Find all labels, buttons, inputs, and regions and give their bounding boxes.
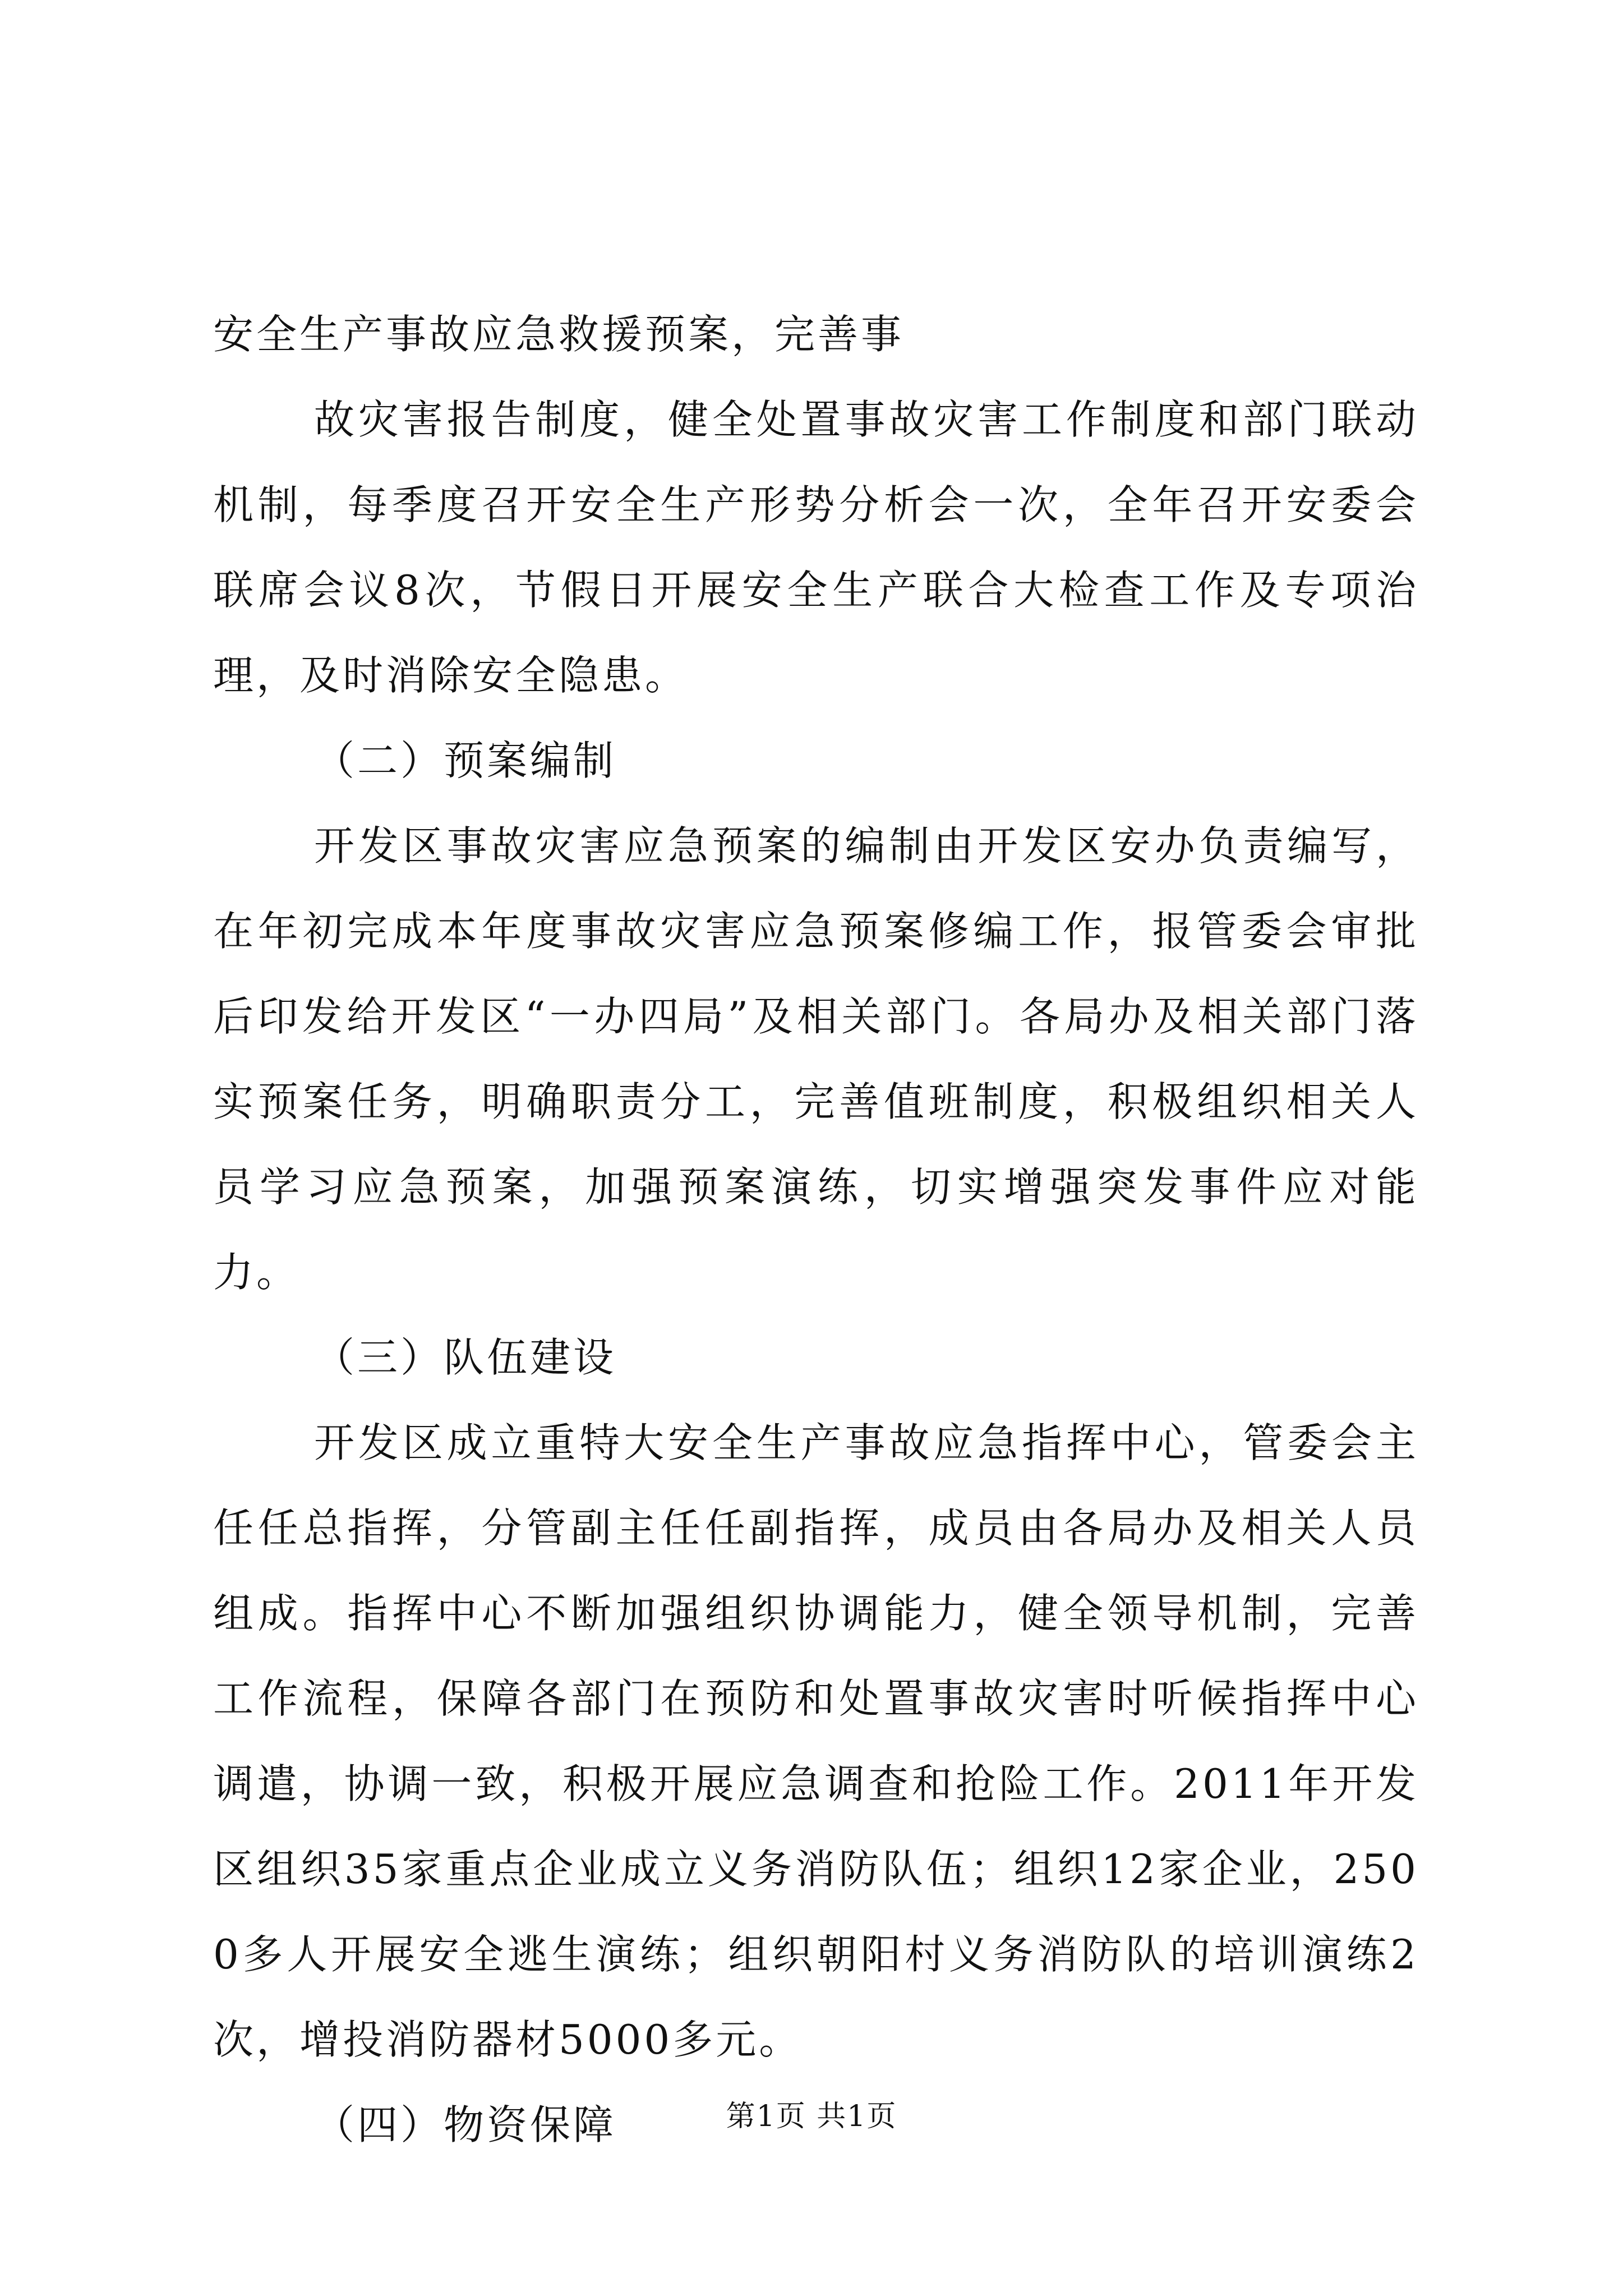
paragraph-continuation: 安全生产事故应急救援预案，完善事: [213, 311, 905, 358]
page-number-footer: 第1页 共1页: [726, 2100, 897, 2133]
document-body: [213, 292, 1419, 2168]
paragraph-team-building: 开发区成立重特大安全生产事故应急指挥中心，管委会主任任总指挥，分管副主任任副指挥，成员由各局办及相关人员组成。指挥中心不断加强组织协调能力，健全领导机制，完善工作流程，保障各部门在预防和处置事故灾害时听候指挥中心调遣，协调一致，积极开展应急调查和抢险工作。2011年开发区组织35家重点企业成立义务消防队伍；组织12家企业，2500多人开展安全逃生演练；组织朝阳村义务消防队的培训演练2次，增投消防器材5000多元。: [213, 1419, 1419, 2063]
section-heading-team-building: （三）队伍建设: [314, 1334, 617, 1381]
paragraph-plan-compilation: 开发区事故灾害应急预案的编制由开发区安办负责编写，在年初完成本年度事故灾害应急预案修编工作，报管委会审批后印发给开发区“一办四局”及相关部门。各局办及相关部门落实预案任务，明确职责分工，完善值班制度，积极组织相关人员学习应急预案，加强预案演练，切实增强突发事件应对能力。: [213, 822, 1419, 1296]
section-heading-material-support: （四）物资保障: [314, 2101, 617, 2148]
section-heading-plan-compilation: （二）预案编制: [314, 737, 617, 784]
paragraph-reporting-system: 故灾害报告制度，健全处置事故灾害工作制度和部门联动机制，每季度召开安全生产形势分析会一次，全年召开安委会联席会议8次，节假日开展安全生产联合大检查工作及专项治理，及时消除安全隐患。: [213, 396, 1419, 699]
